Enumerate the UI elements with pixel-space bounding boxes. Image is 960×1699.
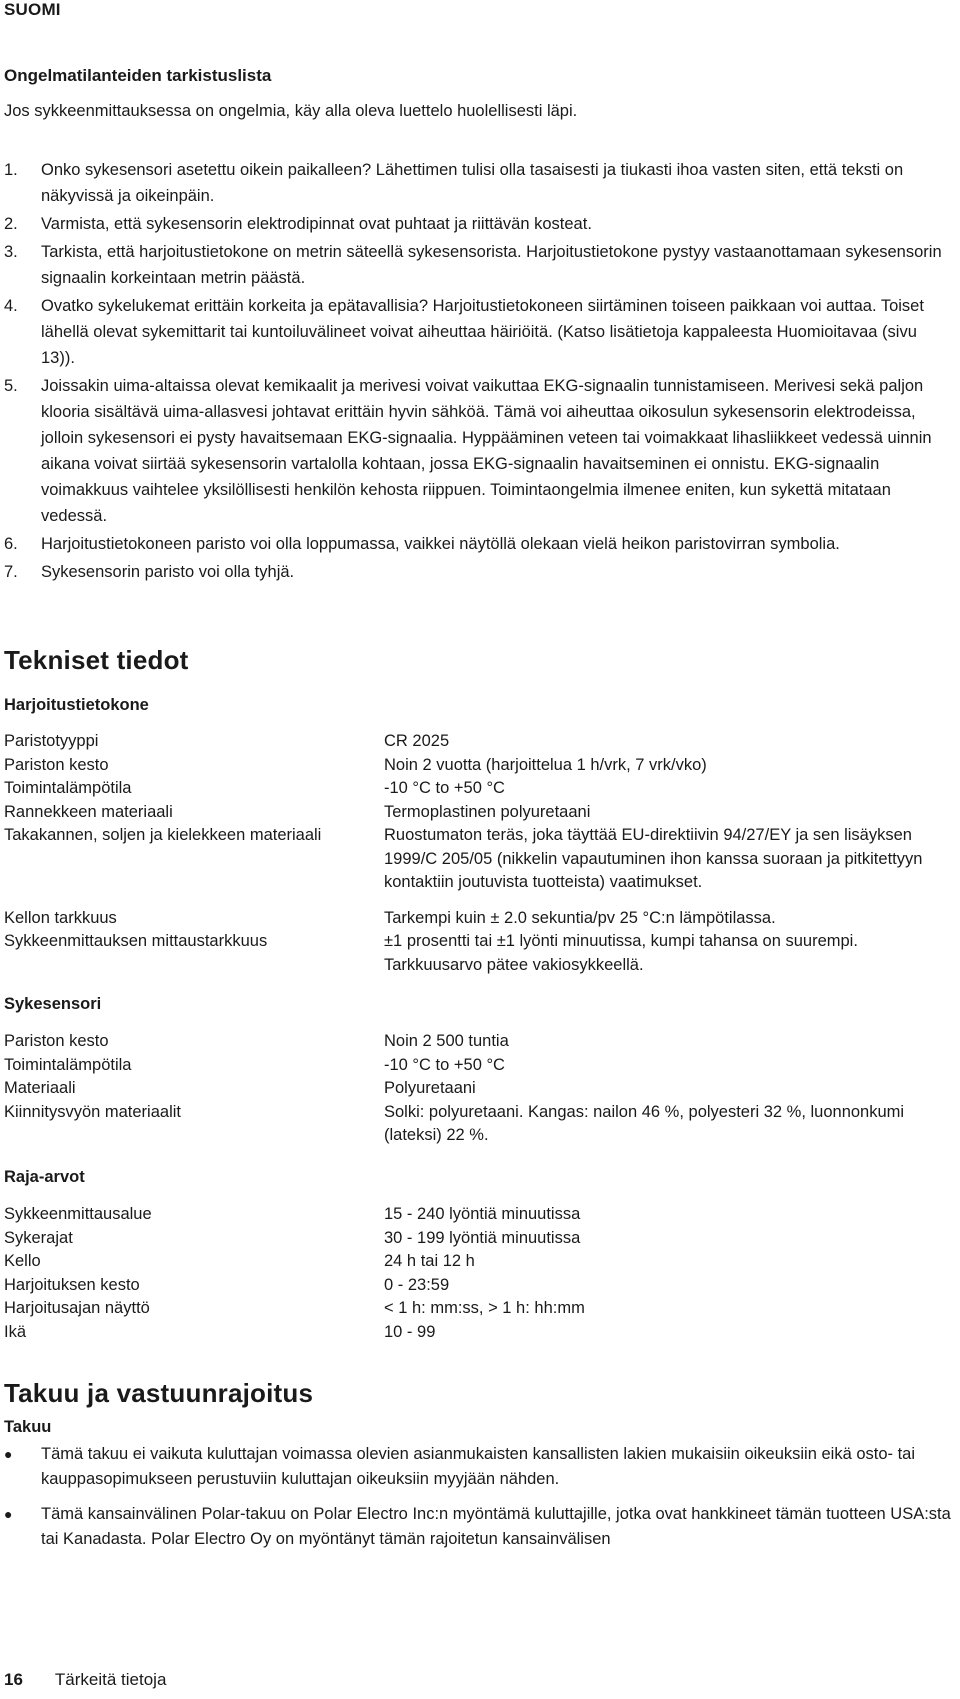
spec-row bbox=[4, 730, 954, 754]
list-item-number: 4. bbox=[4, 297, 18, 315]
warranty-subheading: Takuu bbox=[4, 1418, 52, 1436]
spec-value: 24 h tai 12 h bbox=[384, 1252, 475, 1270]
spec-label: Rannekkeen materiaali bbox=[4, 802, 173, 821]
footer-section-title: Tärkeitä tietoja bbox=[54, 1670, 167, 1689]
list-item-number: 2. bbox=[4, 215, 18, 233]
spec-label: Pariston kesto bbox=[4, 755, 109, 774]
bullet-icon: ● bbox=[4, 1506, 13, 1522]
spec-label: Kellon tarkkuus bbox=[4, 908, 117, 927]
list-item-text: Joissakin uima-altaissa olevat kemikaalit ja merivesi voivat vaikuttaa EKG-signaalin tunnistamiseen. Merivesi sekä paljon klooria sisältävä uima-allasvesi johtavat erittäin hyvin sähköä. Tämä voi aiheuttaa oikosulun sykesensorin elektrodeissa, jolloin sykesensori ei pysty havaitsemaan EKG-signaalia. Hyppääminen veteen tai voimakkaat lihasliikkeet vedessä uinnin aikana voivat siirtää sykesensorin vartalolla kohtaan, jossa EKG-signaalin havaitseminen ei onnistu. EKG-signaalin voimakkuus vaihtelee yksilöllisesti henkilön kehosta riippuen. Toimintaongelmia ilmenee eniten, kun sykettä mitataan vedessä. bbox=[41, 377, 932, 525]
warranty-list bbox=[4, 1442, 954, 1562]
spec-value: 0 - 23:59 bbox=[384, 1275, 450, 1294]
list-item-number: 3. bbox=[4, 243, 18, 261]
spec-value: Polyuretaani bbox=[384, 1079, 476, 1097]
limits-heading: Raja-arvot bbox=[4, 1168, 85, 1186]
troubleshooting-heading: Ongelmatilanteiden tarkistuslista bbox=[4, 66, 272, 85]
list-item-text: Ovatko sykelukemat erittäin korkeita ja epätavallisia? Harjoitustietokoneen siirtäminen toiseen paikkaan voi auttaa. Toiset lähellä olevat sykemittarit tai kuntoiluvälineet voivat aiheuttaa häiriöitä. (Katso lisätietoja kappaleesta Huomioitavaa (sivu 13)). bbox=[41, 297, 924, 367]
list-item bbox=[4, 157, 952, 209]
list-item-text: Tämä kansainvälinen Polar-takuu on Polar Electro Inc:n myöntämä kuluttajille, jotka ovat hankkineet tämän tuotteen USA:sta tai Kanadasta. Polar Electro Oy on myöntänyt tämän rajoitetun kansainvälisen bbox=[41, 1505, 951, 1548]
spec-label: Takakannen, soljen ja kielekkeen materiaali bbox=[4, 826, 322, 844]
page-number: 16 bbox=[4, 1670, 23, 1689]
spec-value: < 1 h: mm:ss, > 1 h: hh:mm bbox=[384, 1299, 585, 1317]
spec-value: CR 2025 bbox=[384, 732, 450, 750]
page-footer bbox=[4, 1670, 166, 1690]
list-item-text: Varmista, että sykesensorin elektrodipinnat ovat puhtaat ja riittävän kosteat. bbox=[41, 215, 592, 233]
list-item-text: Tämä takuu ei vaikuta kuluttajan voimassa olevien asianmukaisten kansallisten lakien mukaisiin oikeuksiin eikä osto- tai kauppasopimukseen perustuviin kuluttajan oikeuksiin myyjään nähden. bbox=[41, 1445, 916, 1488]
spec-value: -10 °C to +50 °C bbox=[384, 1055, 505, 1074]
tech-specs-heading: Tekniset tiedot bbox=[4, 645, 189, 675]
list-item-text: Harjoitustietokoneen paristo voi olla loppumassa, vaikkei näytöllä olekaan vielä heikon paristovirran symbolia. bbox=[41, 535, 840, 553]
spec-value: 10 - 99 bbox=[384, 1322, 436, 1341]
spec-row bbox=[4, 1297, 954, 1321]
sensor-specs-heading: Sykesensori bbox=[4, 995, 102, 1013]
list-item bbox=[4, 1502, 954, 1552]
spec-label: Sykerajat bbox=[4, 1228, 73, 1247]
sensor-specs-table bbox=[4, 1030, 954, 1148]
list-item bbox=[4, 1442, 954, 1492]
spec-label: Kiinnitysvyön materiaalit bbox=[4, 1102, 181, 1121]
troubleshooting-list bbox=[4, 157, 952, 587]
spec-row bbox=[4, 1203, 954, 1227]
spec-row bbox=[4, 1077, 954, 1101]
spec-label: Sykkeenmittauksen mittaustarkkuus bbox=[4, 932, 268, 950]
spec-row bbox=[4, 1101, 954, 1148]
spec-value: Ruostumaton teräs, joka täyttää EU-direktiivin 94/27/EY ja sen lisäyksen 1999/C 205/05 (nikkelin vapautuminen ihon kanssa suoraan ja pitkitettyyn kontaktiin joutuvista tuotteista) vaatimukset. bbox=[384, 826, 923, 891]
spec-label: Kello bbox=[4, 1252, 41, 1270]
spec-value: 15 - 240 lyöntiä minuutissa bbox=[384, 1205, 581, 1223]
spec-label: Harjoituksen kesto bbox=[4, 1275, 140, 1294]
spec-row bbox=[4, 1274, 954, 1298]
list-item-number: 6. bbox=[4, 535, 18, 553]
spec-label: Ikä bbox=[4, 1322, 27, 1341]
troubleshooting-intro: Jos sykkeenmittauksessa on ongelmia, käy alla oleva luettelo huolellisesti läpi. bbox=[4, 102, 578, 120]
list-item-number: 1. bbox=[4, 161, 18, 179]
spec-value: Termoplastinen polyuretaani bbox=[384, 802, 591, 821]
spec-value: 30 - 199 lyöntiä minuutissa bbox=[384, 1228, 581, 1247]
spec-row bbox=[4, 907, 954, 931]
spec-row bbox=[4, 824, 954, 895]
spec-value: Noin 2 vuotta (harjoittelua 1 h/vrk, 7 vrk/vko) bbox=[384, 755, 707, 774]
spec-row bbox=[4, 777, 954, 801]
list-item bbox=[4, 531, 952, 557]
language-label: SUOMI bbox=[4, 0, 61, 19]
list-item bbox=[4, 559, 952, 585]
list-item-text: Tarkista, että harjoitustietokone on metrin säteellä sykesensorista. Harjoitustietokone pystyy vastaanottamaan sykesensorin signaalin korkeintaan metrin päästä. bbox=[41, 243, 942, 287]
spec-row bbox=[4, 1227, 954, 1251]
list-item-text: Onko sykesensori asetettu oikein paikalleen? Lähettimen tulisi olla tasaisesti ja tiukasti ihoa vasten siten, että teksti on näkyvissä ja oikeinpäin. bbox=[41, 161, 904, 205]
spec-value: Noin 2 500 tuntia bbox=[384, 1032, 509, 1050]
computer-specs-table bbox=[4, 730, 954, 977]
spec-row bbox=[4, 930, 954, 977]
list-item-number: 5. bbox=[4, 377, 18, 395]
bullet-icon: ● bbox=[4, 1446, 13, 1462]
spec-row bbox=[4, 1054, 954, 1078]
computer-specs-heading: Harjoitustietokone bbox=[4, 696, 149, 714]
list-item bbox=[4, 293, 952, 371]
spec-row bbox=[4, 754, 954, 778]
spec-value: ±1 prosentti tai ±1 lyönti minuutissa, kumpi tahansa on suurempi. Tarkkuusarvo pätee vakiosykkeellä. bbox=[384, 932, 858, 974]
limits-table bbox=[4, 1203, 954, 1344]
list-item bbox=[4, 239, 952, 291]
spec-label: Materiaali bbox=[4, 1079, 76, 1097]
list-item-text: Sykesensorin paristo voi olla tyhjä. bbox=[41, 563, 295, 581]
spec-label: Sykkeenmittausalue bbox=[4, 1205, 152, 1223]
spec-value: Solki: polyuretaani. Kangas: nailon 46 %, polyesteri 32 %, luonnonkumi (lateksi) 22 %. bbox=[384, 1102, 905, 1144]
list-item bbox=[4, 211, 952, 237]
spec-label: Pariston kesto bbox=[4, 1032, 109, 1050]
spec-label: Toimintalämpötila bbox=[4, 1055, 132, 1074]
spec-row bbox=[4, 1030, 954, 1054]
spec-value: -10 °C to +50 °C bbox=[384, 779, 505, 797]
spec-row bbox=[4, 801, 954, 825]
spec-label: Paristotyyppi bbox=[4, 732, 99, 750]
list-item bbox=[4, 373, 952, 529]
spec-label: Harjoitusajan näyttö bbox=[4, 1299, 150, 1317]
spec-value: Tarkempi kuin ± 2.0 sekuntia/pv 25 °C:n lämpötilassa. bbox=[384, 908, 776, 927]
warranty-heading: Takuu ja vastuunrajoitus bbox=[4, 1378, 314, 1408]
spec-label: Toimintalämpötila bbox=[4, 779, 132, 797]
list-item-number: 7. bbox=[4, 563, 18, 581]
spec-row bbox=[4, 1250, 954, 1274]
spec-row bbox=[4, 1321, 954, 1345]
